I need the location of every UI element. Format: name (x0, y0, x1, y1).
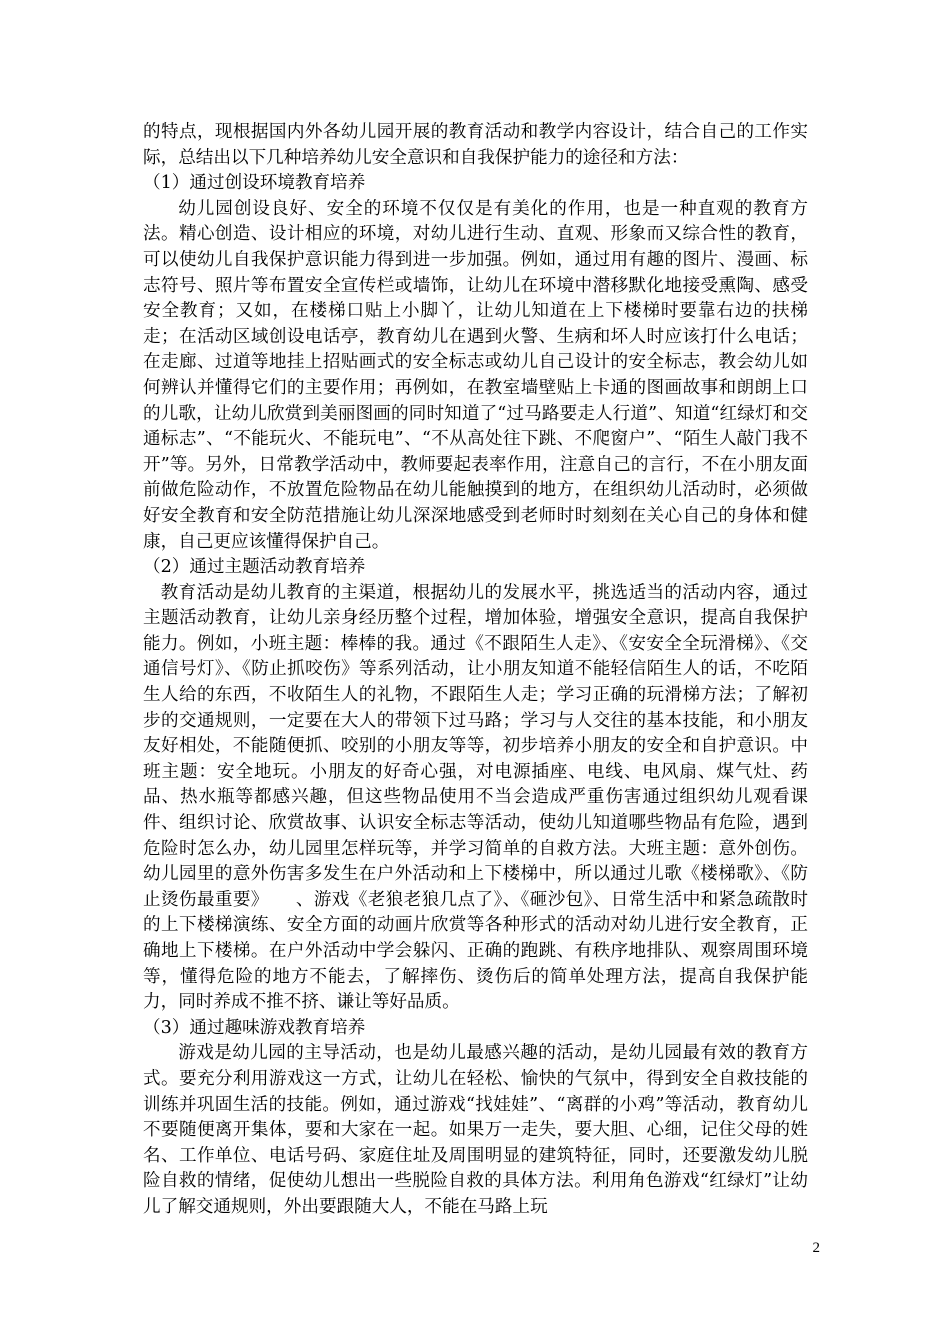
paragraph-intro: 的特点，现根据国内外各幼儿园开展的教育活动和教学内容设计，结合自己的工作实际，总结出以下几种培养幼儿安全意识和自我保护能力的途径和方法： (143, 122, 808, 168)
document-body (143, 120, 808, 1221)
page-number: 2 (812, 1240, 820, 1256)
section-heading-environment: （1）通过创设环境教育培养 (143, 173, 366, 194)
paragraph-games: 游戏是幼儿园的主导活动，也是幼儿最感兴趣的活动，是幼儿园最有效的教育方式。要充分利用游戏这一方式，让幼儿在轻松、愉快的气氛中，得到安全自救技能的训练并巩固生活的技能。例如，通过游戏“找娃娃”、“离群的小鸡”等活动，教育幼儿不要随便离开集体，要和大家在一起。如果万一走失，要大胆、心细，记住父母的姓名、工作单位、电话号码、家庭住址及周围明显的建筑特征，同时，还要激发幼儿脱险自救的情绪，促使幼儿想出一些脱险自救的具体方法。利用角色游戏“红绿灯”让幼儿了解交通规则，外出要跟随大人，不能在马路上玩 (143, 1043, 808, 1217)
section-heading-theme-activities: （2）通过主题活动教育培养 (143, 557, 366, 578)
section-heading-games: （3）通过趣味游戏教育培养 (143, 1017, 366, 1038)
paragraph-theme-activities: 教育活动是幼儿教育的主渠道，根据幼儿的发展水平，挑选适当的活动内容，通过主题活动教育，让幼儿亲身经历整个过程，增加体验，增强安全意识，提高自我保护能力。例如，小班主题：棒棒的我。通过《不跟陌生人走》、《安安全全玩滑梯》、《交通信号灯》、《防止抓咬伤》等系列活动，让小朋友知道不能轻信陌生人的话，不吃陌生人给的东西，不收陌生人的礼物，不跟陌生人走；学习正确的玩滑梯方法；了解初步的交通规则，一定要在大人的带领下过马路；学习与人交往的基本技能，和小朋友友好相处，不能随便抓、咬别的小朋友等等，初步培养小朋友的安全和自护意识。中班主题：安全地玩。小朋友的好奇心强，对电源插座、电线、电风扇、煤气灶、药品、热水瓶等都感兴趣，但这些物品使用不当会造成严重伤害通过组织幼儿观看课件、组织讨论、欣赏故事、认识安全标志等活动，使幼儿知道哪些物品有危险，遇到危险时怎么办，幼儿园里怎样玩等，并学习简单的自救方法。大班主题：意外创伤。幼儿园里的意外伤害多发生在户外活动和上下楼梯中，所以通过儿歌《楼梯歌》、《防止烫伤最重要》 、游戏《老狼老狼几点了》、《砸沙包》、日常生活中和紧急疏散时的上下楼梯演练、安全方面的动画片欣赏等各种形式的活动对幼儿进行安全教育，正确地上下楼梯。在户外活动中学会躲闪、正确的跑跳、有秩序地排队、观察周围环境等，懂得危险的地方不能去，了解摔伤、烫伤后的简单处理方法，提高自我保护能力，同时养成不推不挤、谦让等好品质。 (143, 582, 808, 1013)
paragraph-environment: 幼儿园创设良好、安全的环境不仅仅是有美化的作用，也是一种直观的教育方法。精心创造、设计相应的环境，对幼儿进行生动、直观、形象而又综合性的教育，可以使幼儿自我保护意识能力得到进一步加强。例如，通过用有趣的图片、漫画、标志符号、照片等布置安全宣传栏或墙饰，让幼儿在环境中潜移默化地接受熏陶、感受安全教育；又如，在楼梯口贴上小脚丫，让幼儿知道在上下楼梯时要靠右边的扶梯走；在活动区域创设电话亭，教育幼儿在遇到火警、生病和坏人时应该打什么电话；在走廊、过道等地挂上招贴画式的安全标志或幼儿自己设计的安全标志，教会幼儿如何辨认并懂得它们的主要作用；再例如，在教室墙壁贴上卡通的图画故事和朗朗上口的儿歌，让幼儿欣赏到美丽图画的同时知道了“过马路要走人行道”、知道“红绿灯和交通标志”、“不能玩火、不能玩电”、“不从高处往下跳、不爬窗户”、“陌生人敲门我不开”等。另外，日常教学活动中，教师要起表率作用，注意自己的言行，不在小朋友面前做危险动作，不放置危险物品在幼儿能触摸到的地方，在组织幼儿活动时，必须做好安全教育和安全防范措施让幼儿深深地感受到老师时时刻刻在关心自己的身体和健康，自己更应该懂得保护自己。 (143, 198, 808, 552)
